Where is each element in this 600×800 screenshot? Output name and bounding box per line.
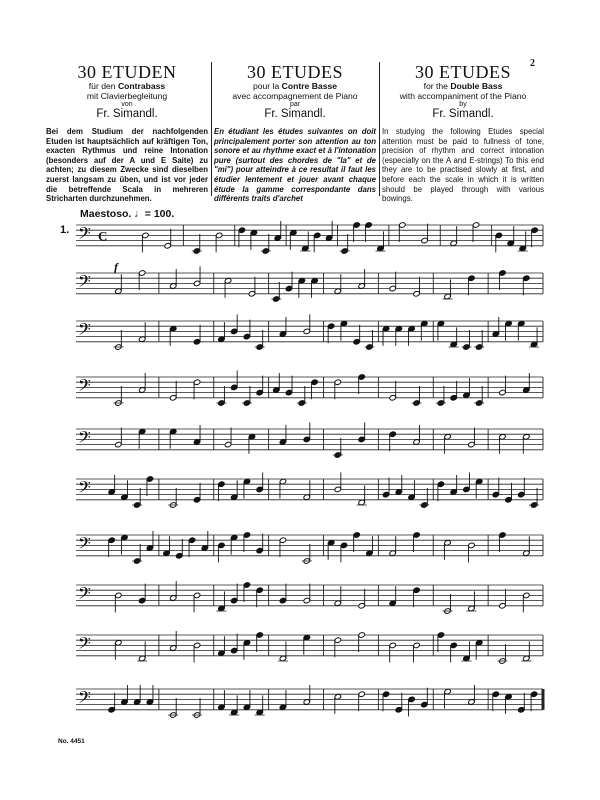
bass-clef-icon: 𝄢 [78,477,91,502]
bass-clef-icon: 𝄢 [78,687,91,712]
dynamic-marking: f [114,260,118,274]
staff [76,377,543,398]
time-signature: C [98,228,108,244]
bass-clef-icon: 𝄢 [78,427,91,452]
bass-clef-icon: 𝄢 [78,633,91,658]
intro-text-german: Bei dem Studium der nachfolgenden Etuden ist hauptsächlich auf kräftigen Ton, exacten Rythmus und reine Intonation (besonders auf der A und E Saite) zu achten; zu diesem Zwecke sind dieselben zuerst langsam zu üben, und ist vor jeder die betreffende Scala in mehreren Stricharten durchzunehmen. [46,127,208,204]
accompaniment-english: with accompaniment of the Piano [399,90,527,101]
subtitle-english: for the Double Bass [423,81,503,91]
bass-clef-icon: 𝄢 [78,271,91,296]
accompaniment-french: avec accompagnement de Piano [232,90,358,101]
subtitle-german: für den Contrabass [88,81,166,91]
author-german: Fr. Simandl. [96,108,158,120]
title-english: 30 ETUDES [415,62,511,82]
catalog-number: No. 4451 [58,738,85,745]
author-english: Fr. Simandl. [432,108,494,120]
bass-clef-icon: 𝄢 [78,533,91,558]
by-german: von [121,101,133,108]
subtitle-french: pour la Contre Basse [252,81,338,91]
intro-text-french: En étudiant les études suivantes on doit principalement porter son attention au ton sonore et au rhythme exact et à l'intonation pure (surtout des chordes de "la" et de "mi") pour atteindre à ce resultat il faut les étudier lentement et jouer avant chaque étude la gamme correspondante dans différents traits d'archet [214,127,376,204]
bass-clef-icon: 𝄢 [78,375,91,400]
etude-number: 1. [60,224,70,236]
by-english: by [459,101,467,108]
page-number: 2 [530,58,535,69]
title-german: 30 ETUDEN [77,62,177,82]
accompaniment-german: mit Clavierbegleitung [86,90,168,101]
title-french: 30 ETUDES [247,62,343,82]
bass-clef-icon: 𝄢 [78,319,91,344]
author-french: Fr. Simandl. [264,108,326,120]
bass-clef-icon: 𝄢 [78,223,91,248]
tempo-marking: Maestoso. ♩= 100. [80,208,175,220]
by-french: par [289,101,301,108]
bass-clef-icon: 𝄢 [78,583,91,608]
intro-text-english: In studying the following Etudes special attention must be paid to fullness of tone, precision of rhythm and correct intonation (especially on the A and E-strings) To this end they are to be practised slowly at first, and before each the scale in which it is written should be played through with various bowings. [382,127,544,204]
